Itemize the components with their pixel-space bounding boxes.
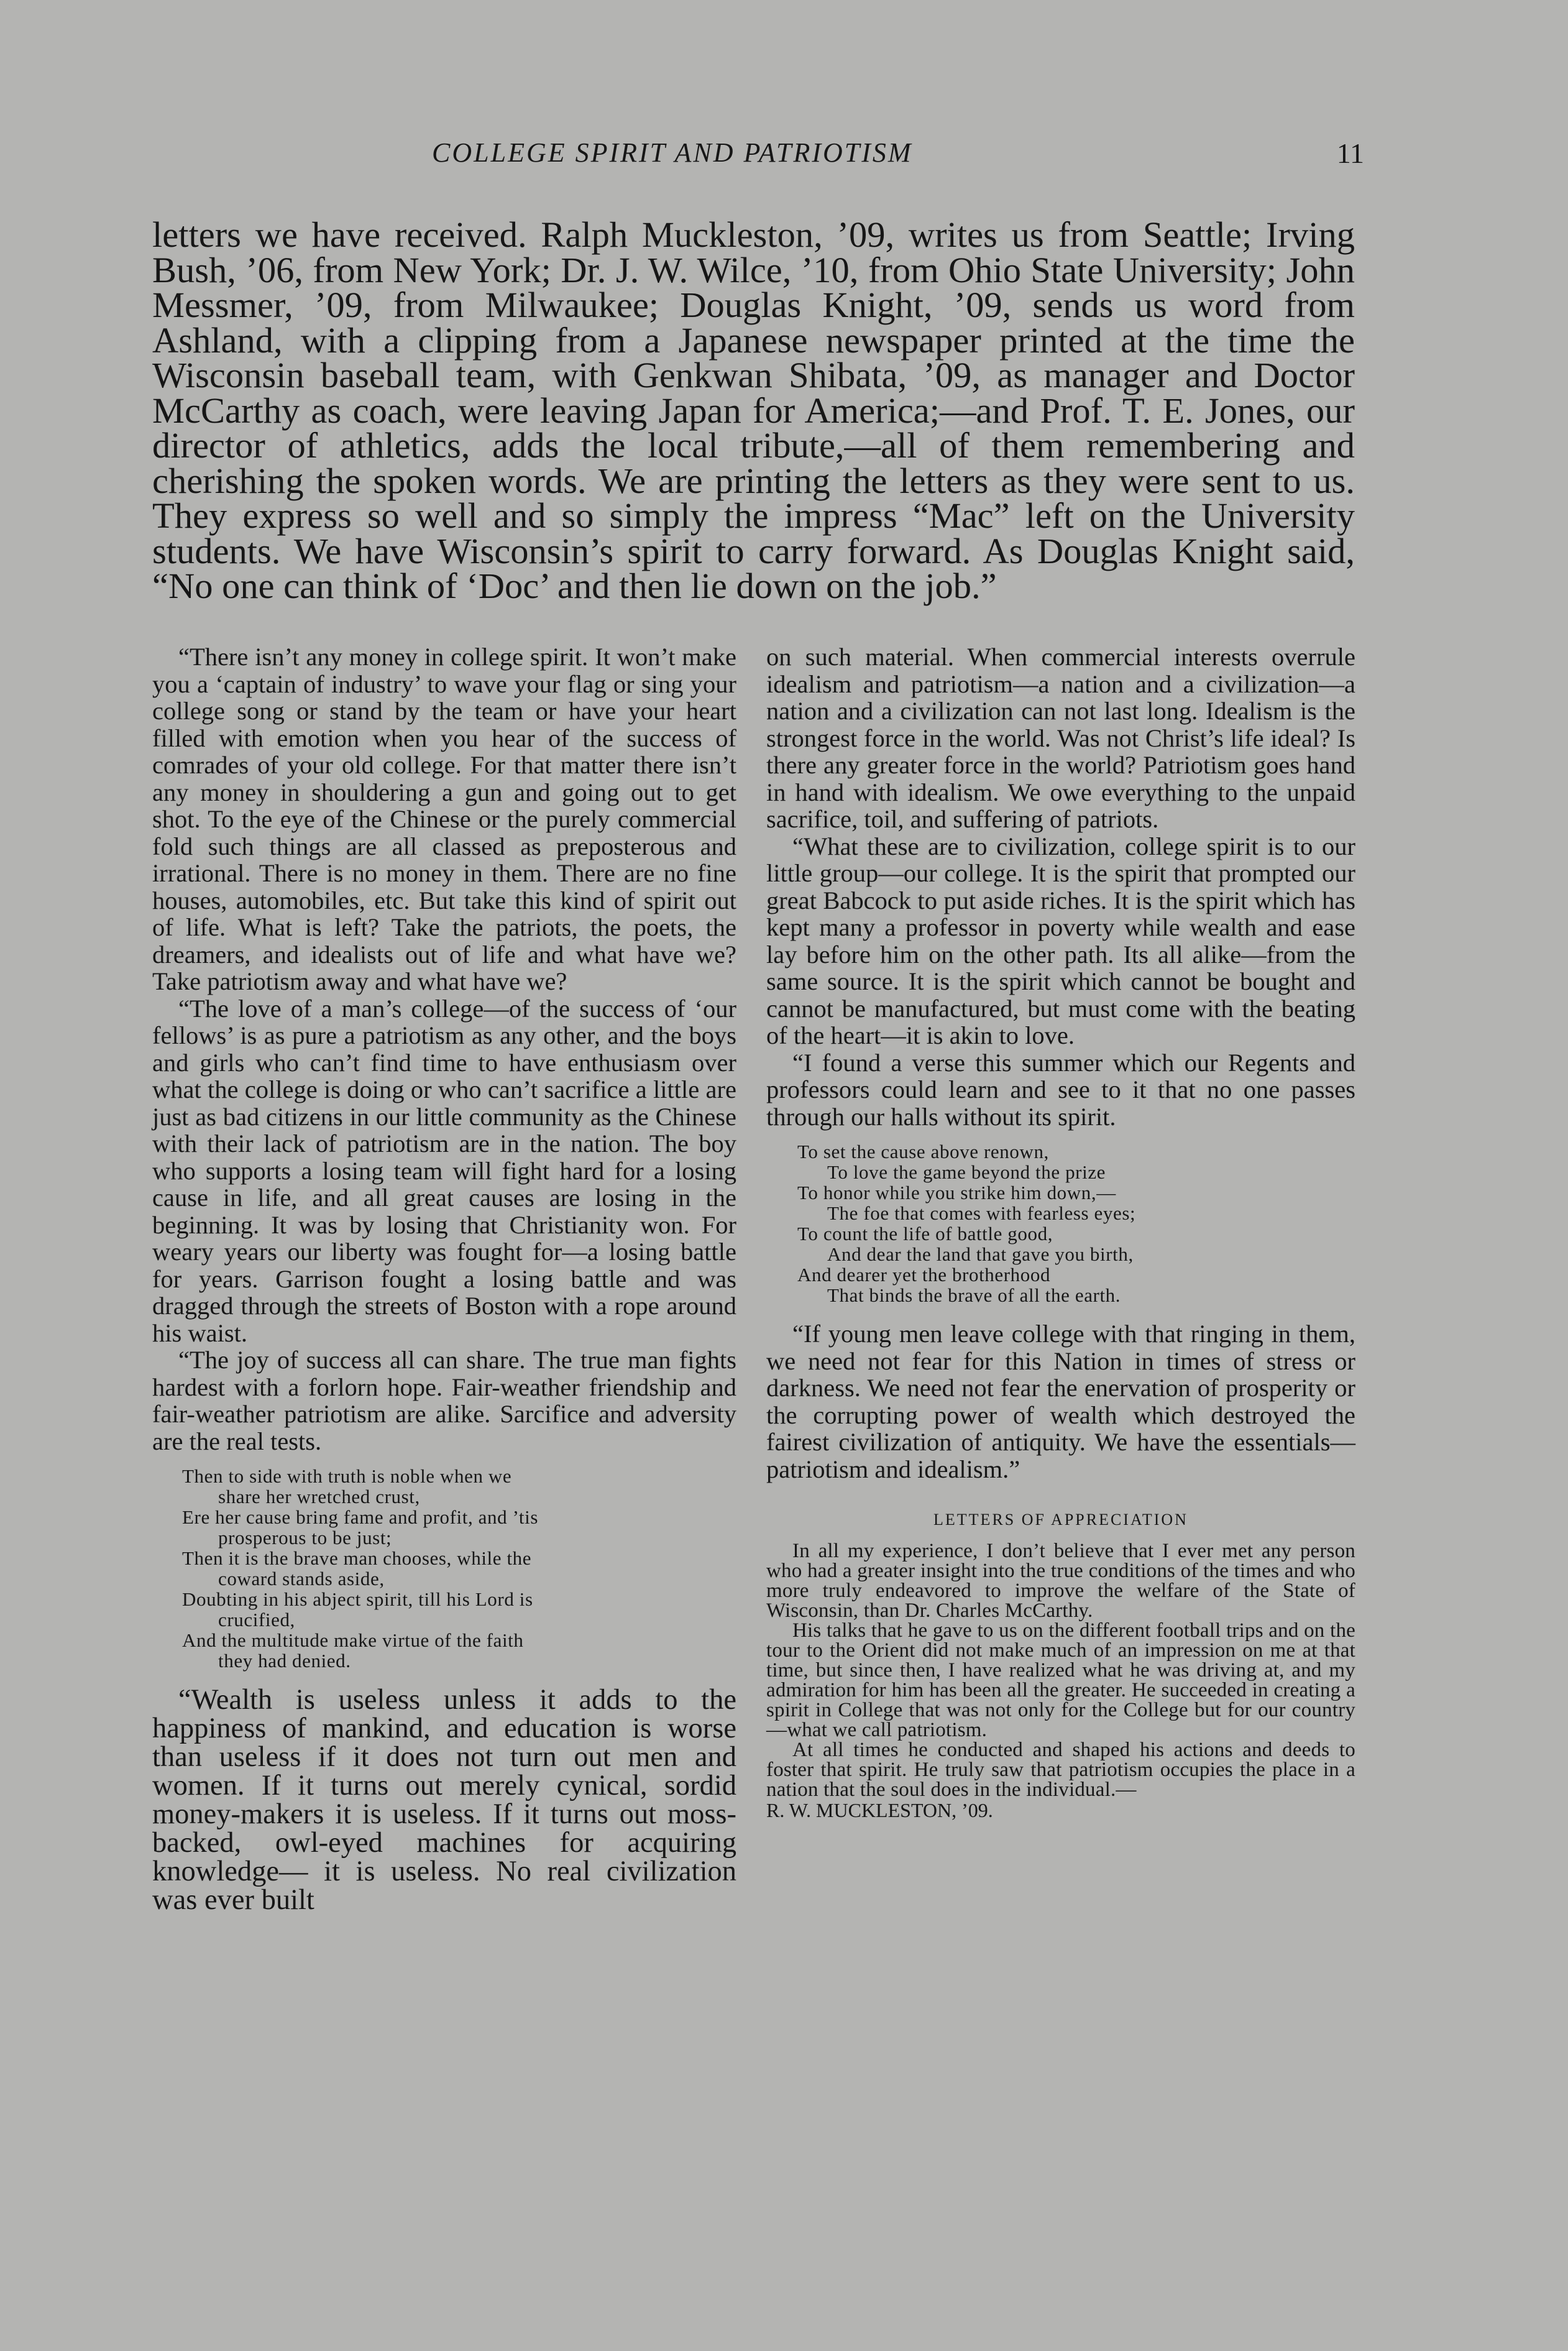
verse-line: Ere her cause bring fame and profit, and ’tis bbox=[182, 1506, 539, 1528]
letter-signature: R. W. MUCKLESTON, ’09. bbox=[766, 1798, 993, 1821]
verse-line: To count the life of battle good, bbox=[797, 1223, 1053, 1245]
letter-paragraph: In all my experience, I don’t believe that I ever met any person who had a greater insight into the true conditions of the times and who more truly endeavored to improve the welfare of the State of Wisconsin, than Dr. Charles McCarthy. bbox=[766, 1539, 1355, 1622]
running-title: COLLEGE SPIRIT AND PATRIOTISM bbox=[432, 137, 913, 168]
body-paragraph: “What these are to civilization, college spirit is to our little group—our college. It is the spirit that prompted our great Babcock to put aside riches. It is the spirit which has kept many a professor in poverty while wealth and ease lay before him on the other path. Its all alike—from the same source. It is the spirit which cannot be bought and cannot be manufactured, but must come with the beating of the heart—it is akin to love. bbox=[766, 832, 1355, 1049]
body-paragraph: “Wealth is useless unless it adds to the happiness of mankind, and education is worse than useless if it does not turn out men and women. If it turns out merely cynical, sordid money-makers it is useless. If it turns out moss-backed, owl-eyed machines for acquiring knowledge— it is useless. No real civilization was ever built bbox=[152, 1684, 736, 1916]
letter-paragraph: His talks that he gave to us on the different football trips and on the tour to the Orient did not make much of an impression on me at that time, but since then, I have realized what he was driving at, and my admiration for him has been all the greater. He succeeded in creating a spirit in College that was not only for the College but for our country—what we call patriotism. bbox=[766, 1619, 1355, 1741]
verse-line: That binds the brave of all the earth. bbox=[827, 1284, 1121, 1306]
body-paragraph: “There isn’t any money in college spirit. It won’t make you a ‘captain of industry’ to wave your flag or sing your college song or stand by the team or have your heart filled with emotion when you hear of the success of comrades of your old college. For that matter there isn’t any money in shouldering a gun and going out to get shot. To the eye of the Chinese or the purely commercial fold such things are all classed as preposterous and irrational. There is no money in them. There are no fine houses, automobiles, etc. But take this kind of spirit out of life. What is left? Take the patriots, the poets, the dreamers, and idealists out of life and what have we? Take patriotism away and what have we? bbox=[152, 643, 736, 995]
left-column bbox=[152, 643, 736, 1915]
verse-line: coward stands aside, bbox=[218, 1568, 385, 1590]
poem-verse bbox=[152, 1466, 736, 1671]
verse-line: And dear the land that gave you birth, bbox=[827, 1243, 1134, 1265]
page-header bbox=[152, 137, 1364, 174]
verse-line: prosperous to be just; bbox=[218, 1527, 392, 1548]
poem-verse bbox=[766, 1141, 1355, 1305]
verse-line: they had denied. bbox=[218, 1650, 351, 1672]
lead-paragraph: letters we have received. Ralph Muckleston, ’09, writes us from Seattle; Irving Bush, ’06, from New York; Dr. J. W. Wilce, ’10, from Ohio State University; John Messmer, ’09, from Milwaukee; Douglas Knight, ’09, sends us word from Ashland, with a clipping from a Japanese newspaper printed at the time the Wisconsin baseball team, with Genkwan Shibata, ’09, as manager and Doctor McCarthy as coach, were leaving Japan for America;—and Prof. T. E. Jones, our director of athletics, adds the local tribute,—all of them remembering and cherishing the spoken words. We are printing the letters as they were sent to us. They express so well and so simply the impress “Mac” left on the University students. We have Wisconsin’s spirit to carry forward. As Douglas Knight said, “No one can think of ‘Doc’ and then lie down on the job.” bbox=[152, 214, 1355, 606]
verse-line: share her wretched crust, bbox=[218, 1486, 420, 1507]
section-heading: LETTERS OF APPRECIATION bbox=[933, 1511, 1188, 1529]
body-paragraph: “If young men leave college with that ringing in them, we need not fear for this Nation in times of stress or darkness. We need not fear the enervation of prosperity or the corrupting power of wealth which destroyed the fairest civilization of antiquity. We have the essentials—patriotism and idealism.” bbox=[766, 1320, 1355, 1483]
body-paragraph: “The joy of success all can share. The true man fights hardest with a forlorn hope. Fair-weather friendship and fair-weather patriotism are alike. Sarcifice and adversity are the real tests. bbox=[152, 1346, 736, 1455]
verse-line: Then it is the brave man chooses, while the bbox=[182, 1547, 532, 1569]
verse-line: Doubting in his abject spirit, till his Lord is bbox=[182, 1588, 533, 1610]
verse-line: To set the cause above renown, bbox=[797, 1141, 1049, 1162]
verse-line: The foe that comes with fearless eyes; bbox=[827, 1202, 1136, 1224]
body-paragraph: “The love of a man’s college—of the success of ‘our fellows’ is as pure a patriotism as any other, and the boys and girls who can’t find time to have enthusiasm over what the college is doing or who can’t sacrifice a little are just as bad citizens in our little community as the Chinese with their lack of patriotism are in the nation. The boy who supports a losing team will fight hard for a losing cause in life, and all great causes are losing in the beginning. It was by losing that Christianity won. For weary years our liberty was fought for—a losing battle for years. Garrison fought a losing battle and was dragged through the streets of Boston with a rope around his waist. bbox=[152, 994, 736, 1347]
body-paragraph: “I found a verse this summer which our Regents and professors could learn and see to it that no one passes through our halls without its spirit. bbox=[766, 1048, 1355, 1131]
page-number: 11 bbox=[1336, 137, 1364, 169]
letter-paragraph: At all times he conducted and shaped his actions and deeds to foster that spirit. He truly saw that patriotism occupies the place in a nation that the soul does in the individual.— bbox=[766, 1738, 1355, 1801]
body-paragraph: on such material. When commercial interests overrule idealism and patriotism—a nation and a civilization—a nation and a civilization can not last long. Idealism is the strongest force in the world. Was not Christ’s life ideal? Is there any greater force in the world? Patriotism goes hand in hand with idealism. We owe everything to the unpaid sacrifice, toil, and suffering of patriots. bbox=[766, 643, 1355, 833]
verse-line: And the multitude make virtue of the faith bbox=[182, 1629, 524, 1651]
verse-line: crucified, bbox=[218, 1609, 295, 1631]
verse-line: Then to side with truth is noble when we bbox=[182, 1465, 512, 1487]
verse-line: To honor while you strike him down,— bbox=[797, 1182, 1116, 1203]
right-column bbox=[766, 643, 1355, 1821]
verse-line: And dearer yet the brotherhood bbox=[797, 1264, 1051, 1286]
verse-line: To love the game beyond the prize bbox=[827, 1161, 1106, 1183]
